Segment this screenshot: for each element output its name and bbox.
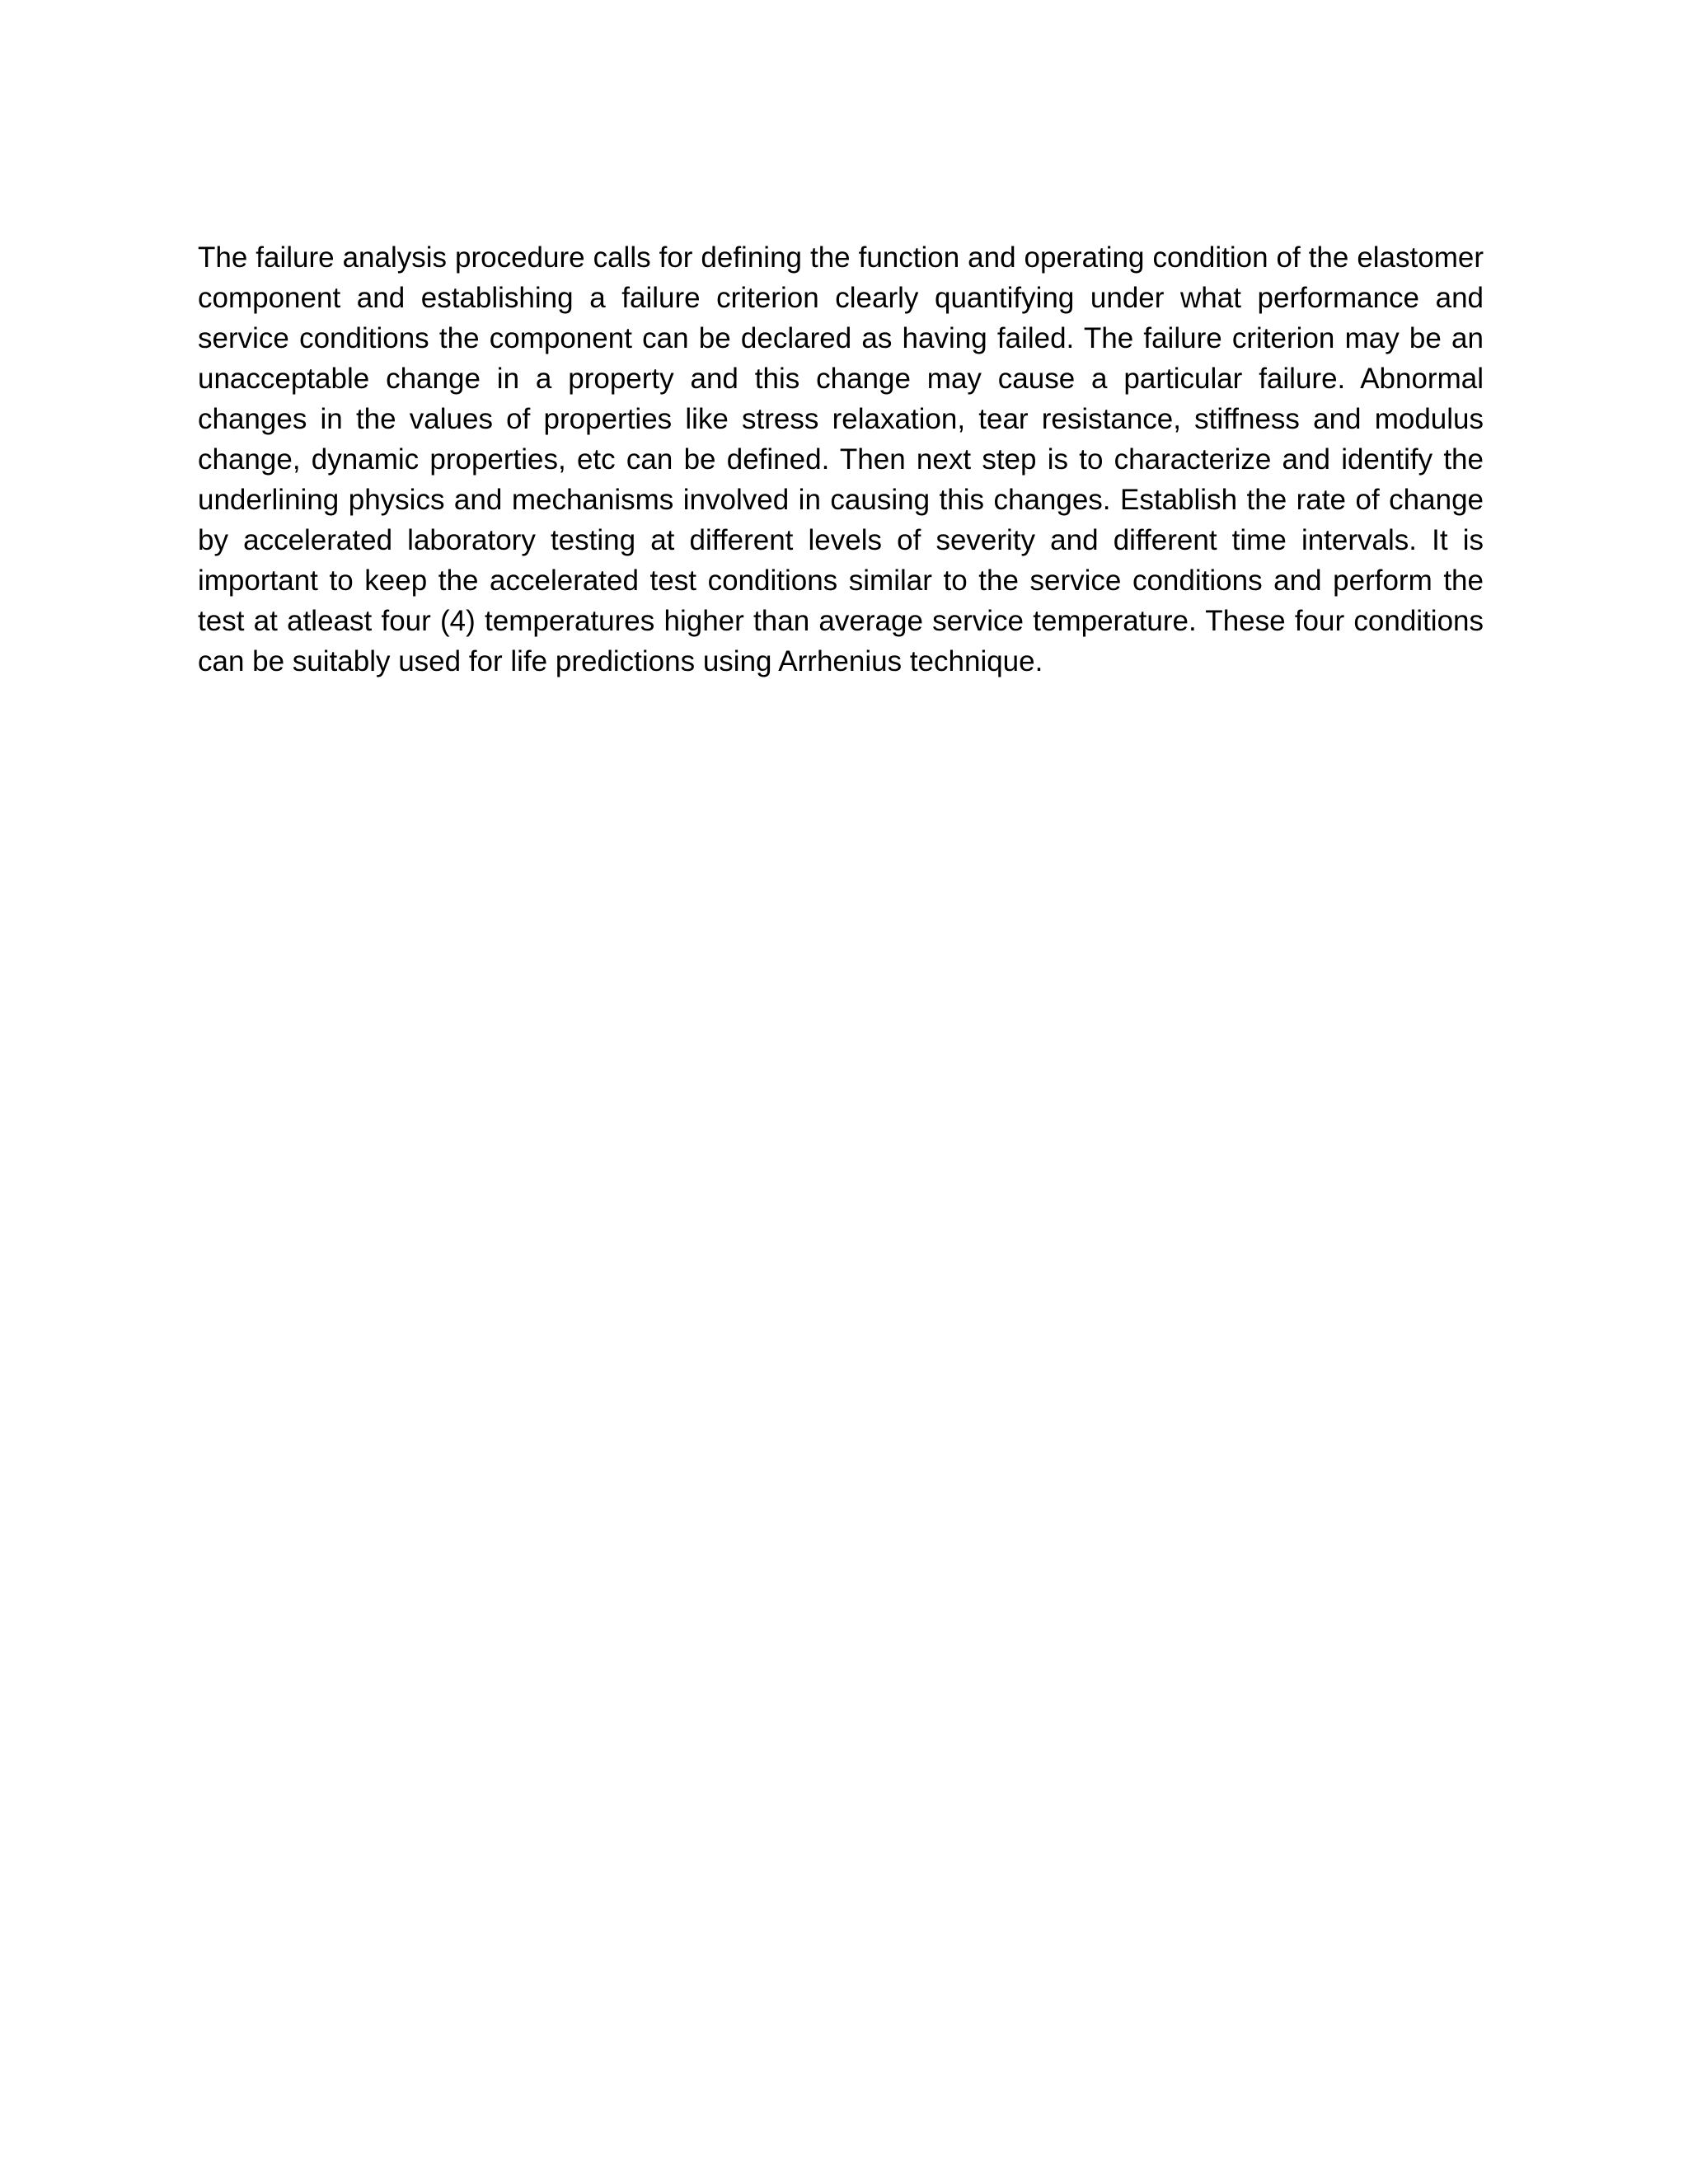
body-paragraph: The failure analysis procedure calls for defining the function and operating condition of the elastomer component and establishing a failure criterion clearly quantifying under what performance and service conditions the component can be declared as having failed. The failure criterion may be an unacceptable change in a property and this change may cause a particular failure. Abnormal changes in the values of properties like stress relaxation, tear resistance, stiffness and modulus change, dynamic properties, etc can be defined. Then next step is to characterize and identify the underlining physics and mechanisms involved in causing this changes. Establish the rate of change by accelerated laboratory testing at different levels of severity and different time intervals. It is important to keep the accelerated test conditions similar to the service conditions and perform the test at atleast four (4) temperatures higher than average service temperature. These four conditions can be suitably used for life predictions using Arrhenius technique. <box>198 241 1484 677</box>
